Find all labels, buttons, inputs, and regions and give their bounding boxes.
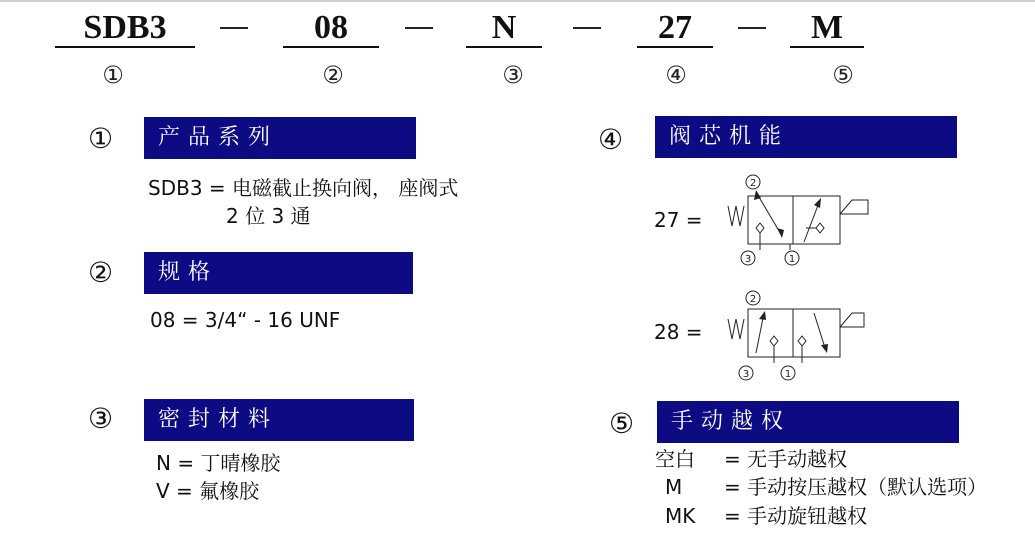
override-key: M <box>665 475 683 499</box>
model-code-size: 08 <box>283 10 379 48</box>
port-1-label: 1 <box>784 369 792 380</box>
index-2: ② <box>322 61 344 89</box>
override-key: MK <box>665 504 696 528</box>
model-code-function: 27 <box>637 10 713 48</box>
index-3: ③ <box>502 61 524 89</box>
series-line-1: SDB3 = 电磁截止换向阀， 座阀式 <box>148 176 459 200</box>
seal-line-2: V = 氟橡胶 <box>156 479 260 503</box>
port-2-label: 2 <box>749 294 757 305</box>
section-index: ④ <box>598 123 624 156</box>
index-4: ④ <box>665 61 687 89</box>
section-index: ③ <box>88 402 114 435</box>
section-header-function: 阀芯机能 <box>655 116 957 158</box>
valve-symbol-27 <box>720 170 870 270</box>
override-value: = 手动旋钮越权 <box>724 504 868 528</box>
section-header-series: 产品系列 <box>144 117 416 159</box>
section-index: ⑤ <box>609 407 635 440</box>
function-code-27: 27 = <box>654 208 703 232</box>
section-header-size: 规格 <box>144 252 413 294</box>
port-3-label: 3 <box>744 254 752 265</box>
override-value: = 无手动越权 <box>724 447 848 471</box>
separator-dash <box>220 27 248 29</box>
top-border <box>0 0 1035 2</box>
model-code-seal: N <box>466 10 542 48</box>
function-code-28: 28 = <box>654 320 703 344</box>
valve-symbol-28 <box>720 283 870 383</box>
model-code-series: SDB3 <box>55 10 195 48</box>
series-line-2: 2 位 3 通 <box>226 204 311 228</box>
separator-dash <box>405 27 433 29</box>
section-header-override: 手动越权 <box>657 401 959 443</box>
model-code-override: M <box>790 10 864 48</box>
port-2-label: 2 <box>749 178 757 189</box>
port-1-label: 1 <box>788 254 796 265</box>
override-key: 空白 <box>655 447 695 471</box>
size-line-1: 08 = 3/4“ - 16 UNF <box>150 308 341 332</box>
index-1: ① <box>102 61 124 89</box>
port-3-label: 3 <box>742 369 750 380</box>
section-index: ② <box>88 256 114 289</box>
index-5: ⑤ <box>832 61 854 89</box>
override-value: = 手动按压越权（默认选项） <box>724 475 988 499</box>
separator-dash <box>573 27 601 29</box>
section-index: ① <box>88 122 114 155</box>
section-header-seal: 密封材料 <box>144 399 414 441</box>
separator-dash <box>738 27 766 29</box>
seal-line-1: N = 丁晴橡胶 <box>156 451 281 475</box>
